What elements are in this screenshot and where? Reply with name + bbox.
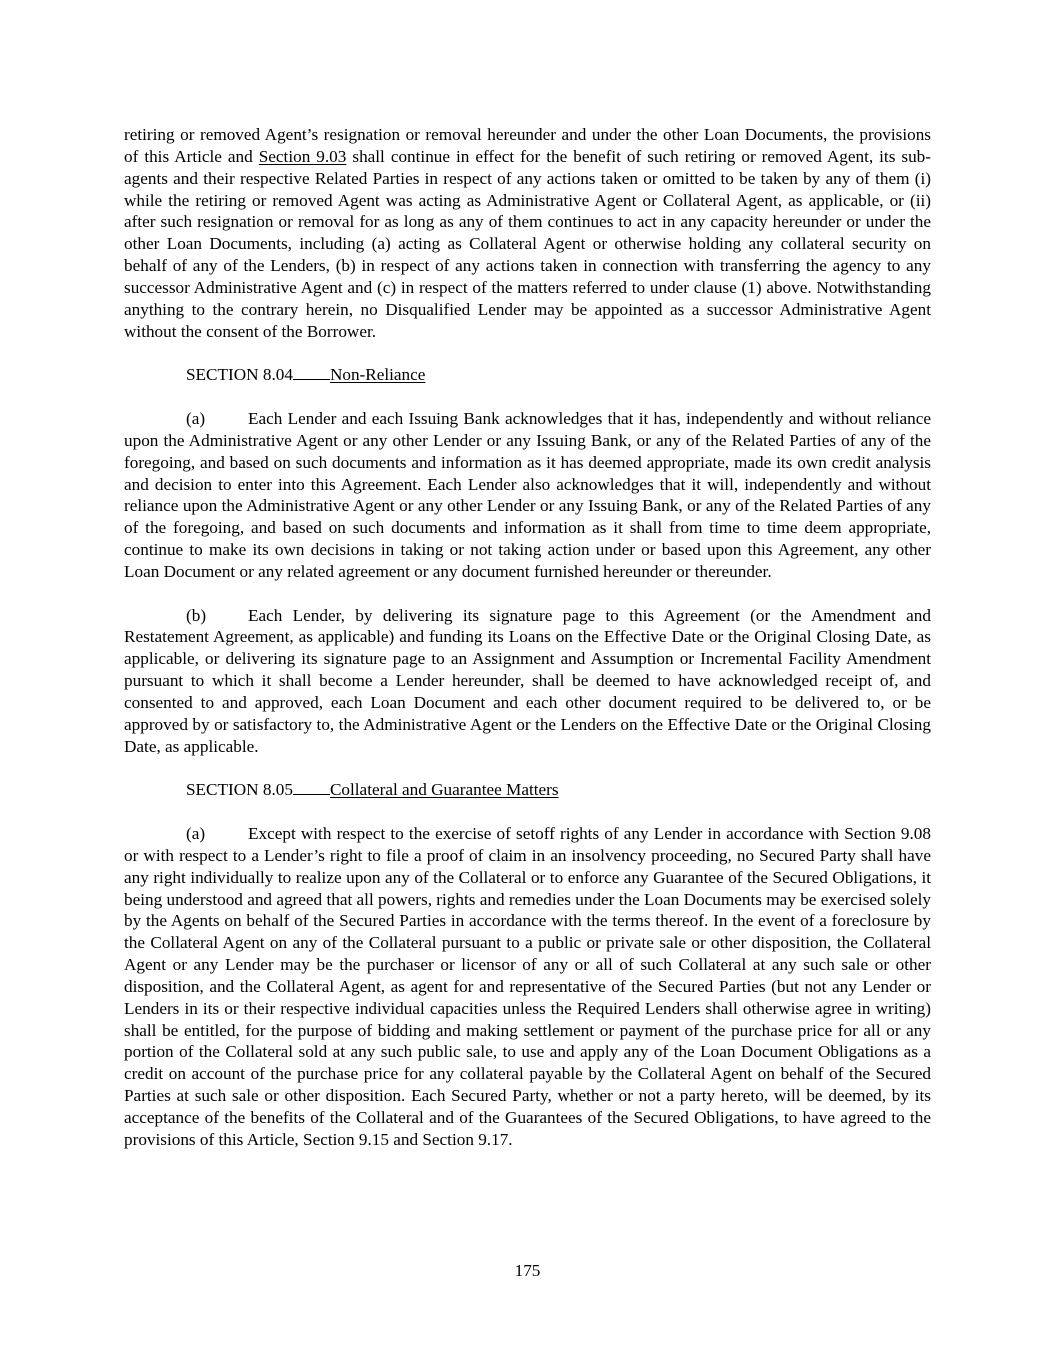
paragraph-text: Except with respect to the exercise of setoff rights of any Lender in accordance with Section 9.08 or with respect to a Lender’s right to file a proof of claim in an insolvency proceeding, no Secured Party shall have any right individually to realize upon any of the Collateral or to enforce any Guarantee of the Secured Obligations, it being understood and agreed that all powers, rights and remedies under the Loan Documents may be exercised solely by the Agents on behalf of the Secured Parties in accordance with the terms thereof. In the event of a foreclosure by the Collateral Agent on any of the Collateral pursuant to a public or private sale or other disposition, the Collateral Agent or any Lender may be the purchaser or licensor of any or all of such Collateral at any such sale or other disposition, and the Collateral Agent, as agent for and representative of the Secured Parties (but not any Lender or Lenders in its or their respective individual capacities unless the Required Lenders shall otherwise agree in writing) shall be entitled, for the purpose of bidding and making settlement or payment of the purchase price for all or any portion of the Collateral sold at any such public sale, to use and apply any of the Loan Document Obligations as a credit on account of the purchase price for any collateral payable by the Collateral Agent on behalf of the Secured Parties at such sale or other disposition. Each Secured Party, whether or not a party hereto, will be deemed, by its acceptance of the benefits of the Collateral and of the Guarantees of the Secured Obligations, to have agreed to the provisions of this Article, Section 9.15 and Section 9.17.: [124, 824, 931, 1149]
section-8-04-paragraph-b: [124, 605, 931, 758]
paragraph-text: Each Lender, by delivering its signature page to this Agreement (or the Amendment and Restatement Agreement, as applicable) and funding its Loans on the Effective Date or the Original Closing Date, as applicable, or delivering its signature page to an Assignment and Assumption or Incremental Facility Amendment pursuant to which it shall become a Lender hereunder, shall be deemed to have acknowledged receipt of, and consented to and approved, each Loan Document and each other document required to be delivered to, or be approved by or satisfactory to, the Administrative Agent or the Lenders on the Effective Date or the Original Closing Date, as applicable.: [124, 605, 931, 756]
section-8-05-title: Collateral and Guarantee Matters: [329, 780, 559, 800]
heading-underline-gap: [293, 779, 330, 795]
page-number: 175: [514, 1261, 541, 1280]
section-9-03-reference: Section 9.03: [258, 146, 347, 166]
paragraph-label: (b): [186, 605, 207, 625]
section-8-04-title: Non-Reliance: [329, 365, 426, 385]
intro-text-2: shall continue in effect for the benefit of such retiring or removed Agent, its sub-agents and their respective Related Parties in respect of any actions taken or omitted to be taken by any of them (i) while the retiring or removed Agent was acting as Administrative Agent or Collateral Agent, as applicable, or (ii) after such resignation or removal for as long as any of them continues to act in any capacity hereunder or under the other Loan Documents, including (a) acting as Collateral Agent or otherwise holding any collateral security on behalf of any of the Lenders, (b) in respect of any actions taken in connection with transferring the agency to any successor Administrative Agent and (c) in respect of the matters referred to under clause (1) above. Notwithstanding anything to the contrary herein, no Disqualified Lender may be appointed as a successor Administrative Agent without the consent of the Borrower.: [124, 146, 931, 341]
heading-underline-gap: [293, 364, 330, 380]
section-8-05-heading: [186, 779, 931, 801]
section-8-04-paragraph-a: [124, 408, 931, 583]
document-page: [124, 124, 931, 1173]
intro-paragraph: [124, 124, 931, 342]
intro-text-1: retiring or removed Agent’s resignation or removal hereunder and under the other Loan Documents, the provisions of this Article and: [124, 125, 931, 166]
section-8-05-number: SECTION 8.05: [186, 780, 293, 800]
paragraph-text: Each Lender and each Issuing Bank acknowledges that it has, independently and without reliance upon the Administrative Agent or any other Lender or any Issuing Bank, or any of the Related Parties of any of the foregoing, and based on such documents and information as it has deemed appropriate, made its own credit analysis and decision to enter into this Agreement. Each Lender also acknowledges that it will, independently and without reliance upon the Administrative Agent or any other Lender or any Issuing Bank, or any of the Related Parties of any of the foregoing, and based on such documents and information as it shall from time to time deem appropriate, continue to make its own decisions in taking or not taking action under or based upon this Agreement, any other Loan Document or any related agreement or any document furnished hereunder or thereunder.: [124, 408, 931, 581]
section-8-05-paragraph-a: [124, 823, 931, 1151]
paragraph-label: (a): [186, 824, 206, 843]
section-8-04-number: SECTION 8.04: [186, 365, 293, 385]
paragraph-label: (a): [186, 408, 206, 428]
section-8-04-heading: [186, 364, 931, 386]
